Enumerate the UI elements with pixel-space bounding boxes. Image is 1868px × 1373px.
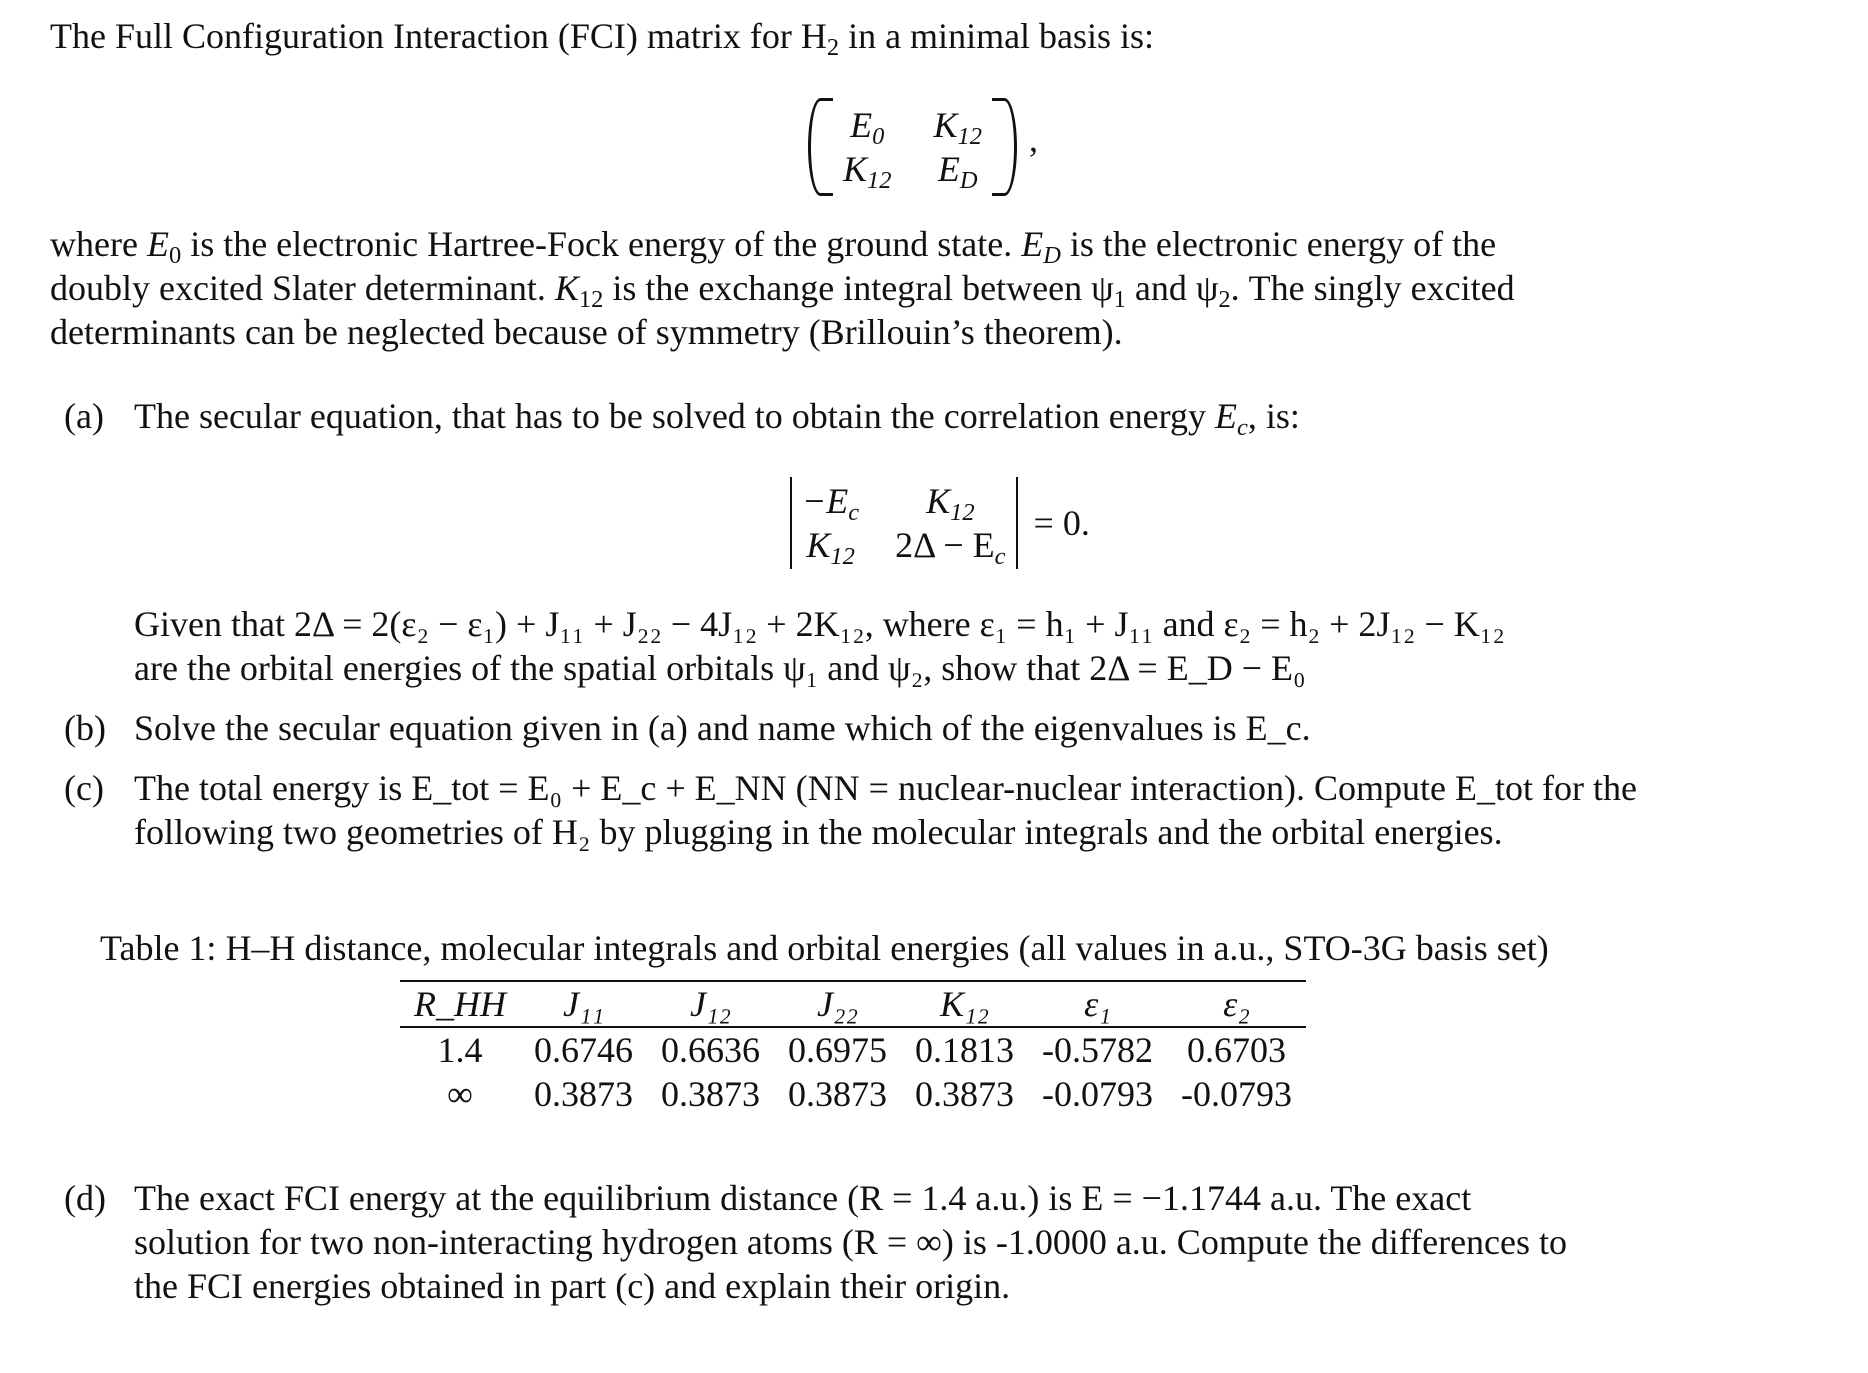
- det-right-bar: [1016, 477, 1018, 569]
- table-cell: 0.6975: [788, 1030, 887, 1070]
- part-a-text: The secular equation, that has to be solved to obtain the correlation energy $E_c$, is:: [134, 396, 1300, 441]
- det-a11: $-E_c$: [802, 481, 860, 526]
- part-a-label: (a): [64, 396, 104, 436]
- table-cell: 0.3873: [534, 1074, 633, 1114]
- table-row: [400, 1027, 1306, 1072]
- det-equals-zero: = 0.: [1033, 503, 1090, 543]
- part-d-line-2: solution for two non-interacting hydrogen atoms (R = ∞) is -1.0000 a.u. Compute the differences to: [134, 1222, 1568, 1262]
- table-cell: ∞: [447, 1074, 473, 1114]
- table-cell: 0.6703: [1187, 1030, 1286, 1070]
- table-cell: -0.0793: [1181, 1074, 1292, 1114]
- part-c-label: (c): [64, 768, 104, 808]
- table-cell: 0.6636: [661, 1030, 760, 1070]
- part-a-given-line-1: Given that 2Δ = 2(ε₂ − ε₁) + J₁₁ + J₂₂ − 4J₁₂ + 2K₁₂, where ε₁ = h₁ + J₁₁ and ε₂ = h₂ + 2J₁₂ − K₁₂: [134, 604, 1505, 644]
- det-a22: $2\Delta - E_c$: [895, 525, 1006, 570]
- table-header: K₁₂: [901, 981, 1028, 1027]
- table-cell: 1.4: [437, 1030, 483, 1070]
- fci-matrix: [808, 98, 1038, 196]
- intro-before: The Full Configuration Interaction (FCI) matrix for H: [50, 16, 827, 56]
- intro-sub: 2: [826, 33, 840, 61]
- det-a21: $K_{12}$: [806, 525, 855, 570]
- table-header: J₁₂: [647, 981, 774, 1027]
- definitions-line-2: doubly excited Slater determinant. $K_{12}$ is the exchange integral between $\psi_1$ and $\psi_2$. The singly excited: [50, 268, 1515, 313]
- table-header: J₁₁: [520, 981, 647, 1027]
- part-d-line-1: The exact FCI energy at the equilibrium distance (R = 1.4 a.u.) is E = −1.1744 a.u. The exact: [134, 1178, 1472, 1218]
- left-paren: [808, 98, 833, 196]
- intro-after: in a minimal basis is:: [839, 16, 1155, 56]
- det-a12: $K_{12}$: [926, 481, 975, 526]
- table-header: R_HH: [400, 981, 520, 1027]
- table-cell: 0.3873: [788, 1074, 887, 1114]
- part-b-text: Solve the secular equation given in (a) and name which of the eigenvalues is E_c.: [134, 708, 1311, 748]
- table-header-row: [400, 981, 1306, 1027]
- matrix-a12: $K_{12}$: [933, 105, 982, 150]
- table-cell: -0.0793: [1042, 1074, 1153, 1114]
- part-d-line-3: the FCI energies obtained in part (c) and explain their origin.: [134, 1266, 1011, 1306]
- table-header: ε₂: [1167, 981, 1306, 1027]
- definitions-line-3: determinants can be neglected because of symmetry (Brillouin’s theorem).: [50, 312, 1123, 352]
- table-cell: 0.6746: [534, 1030, 633, 1070]
- table-cell: 0.1813: [915, 1030, 1014, 1070]
- right-paren: [992, 98, 1017, 196]
- table-caption: Table 1: H–H distance, molecular integrals and orbital energies (all values in a.u., STO-3G basis set): [100, 928, 1549, 968]
- table-cell: 0.3873: [915, 1074, 1014, 1114]
- matrix-trailing-comma: ,: [1028, 119, 1038, 159]
- table-header: ε₁: [1028, 981, 1167, 1027]
- table-row: [400, 1072, 1306, 1116]
- table-cell: 0.3873: [661, 1074, 760, 1114]
- matrix-a11: $E_0$: [850, 105, 885, 150]
- part-c-line-2: following two geometries of H₂ by plugging in the molecular integrals and the orbital energies.: [134, 812, 1503, 852]
- part-d-label: (d): [64, 1178, 106, 1218]
- part-a-given-line-2: are the orbital energies of the spatial orbitals ψ₁ and ψ₂, show that 2Δ = E_D − E₀: [134, 648, 1306, 688]
- definitions-paragraph: [50, 222, 1840, 354]
- matrix-a22: $E_D$: [937, 149, 978, 194]
- table-header: J₂₂: [774, 981, 901, 1027]
- part-b-label: (b): [64, 708, 106, 748]
- part-c-line-1: The total energy is E_tot = E₀ + E_c + E_NN (NN = nuclear-nuclear interaction). Compute E_tot for the: [134, 768, 1637, 808]
- intro-text: [50, 14, 1840, 61]
- integrals-table: [400, 980, 1306, 1116]
- table-cell: -0.5782: [1042, 1030, 1153, 1070]
- definitions-line-1: where $E_0$ is the electronic Hartree-Fock energy of the ground state. $E_D$ is the electronic energy of the: [50, 224, 1497, 269]
- secular-determinant: [790, 477, 1090, 569]
- matrix-a21: $K_{12}$: [843, 149, 892, 194]
